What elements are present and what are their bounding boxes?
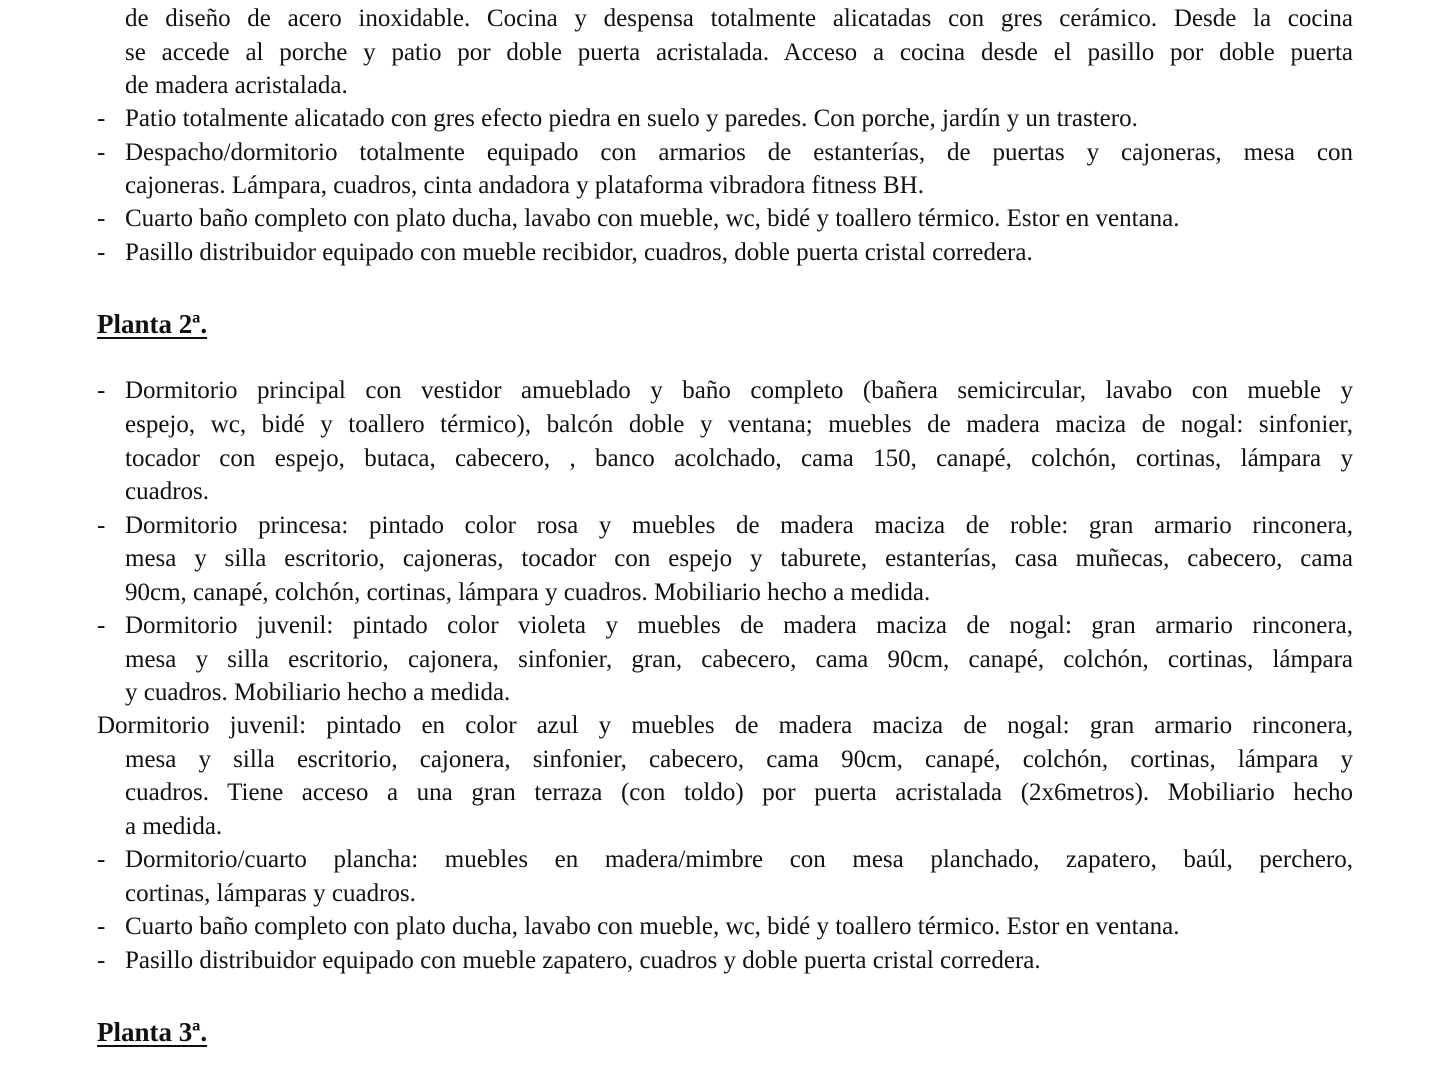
list-item: Patio totalmente alicatado con gres efecto piedra en suelo y paredes. Con porche, jardín y un trastero. <box>125 105 1138 132</box>
list-item-continuation: cajoneras. Lámpara, cuadros, cinta andadora y plataforma vibradora fitness BH. <box>125 172 924 199</box>
list-item-continuation: cortinas, lámparas y cuadros. <box>125 880 416 907</box>
list-item-continuation: mesa y silla escritorio, cajonera, sinfonier, cabecero, cama 90cm, canapé, colchón, cortinas, lámpara y <box>125 746 1353 773</box>
list-bullet: - <box>97 205 106 232</box>
list-item-continuation: espejo, wc, bidé y toallero térmico), balcón doble y ventana; muebles de madera maciza de nogal: sinfonier, <box>125 411 1353 438</box>
list-item-continuation: mesa y silla escritorio, cajonera, sinfonier, gran, cabecero, cama 90cm, canapé, colchón, cortinas, lámpara <box>125 646 1353 673</box>
list-bullet: - <box>97 377 106 404</box>
list-item: Pasillo distribuidor equipado con mueble recibidor, cuadros, doble puerta cristal corredera. <box>125 239 1033 266</box>
list-item: Pasillo distribuidor equipado con mueble zapatero, cuadros y doble puerta cristal corredera. <box>125 947 1041 974</box>
list-bullet: - <box>97 913 106 940</box>
list-item: Cuarto baño completo con plato ducha, lavabo con mueble, wc, bidé y toallero térmico. Estor en ventana. <box>125 205 1180 232</box>
list-item: Dormitorio juvenil: pintado en color azul y muebles de madera maciza de nogal: gran armario rinconera, <box>97 712 1353 739</box>
list-item-continuation: cuadros. <box>125 478 209 505</box>
list-item-continuation: cuadros. Tiene acceso a una gran terraza (con toldo) por puerta acristalada (2x6metros). Mobiliario hecho <box>125 779 1353 806</box>
list-item-continuation: y cuadros. Mobiliario hecho a medida. <box>125 679 511 706</box>
section-heading-planta-3: Planta 3ª. <box>97 1017 208 1047</box>
list-item-continuation: a medida. <box>125 813 223 840</box>
list-item: Despacho/dormitorio totalmente equipado con armarios de estanterías, de puertas y cajoneras, mesa con <box>125 139 1353 166</box>
list-item: Dormitorio juvenil: pintado color violeta y muebles de madera maciza de nogal: gran armario rinconera, <box>125 612 1353 639</box>
list-item: Dormitorio principal con vestidor amueblado y baño completo (bañera semicircular, lavabo con mueble y <box>125 377 1353 404</box>
list-item: Dormitorio/cuarto plancha: muebles en madera/mimbre con mesa planchado, zapatero, baúl, perchero, <box>125 846 1353 873</box>
text-line: de madera acristalada. <box>125 72 348 99</box>
list-item-continuation: mesa y silla escritorio, cajoneras, tocador con espejo y taburete, estanterías, casa muñecas, cabecero, cama <box>125 545 1353 572</box>
list-bullet: - <box>97 612 106 639</box>
list-bullet: - <box>97 139 106 166</box>
section-heading-planta-2: Planta 2ª. <box>97 309 208 339</box>
list-bullet: - <box>97 105 106 132</box>
text-line: se accede al porche y patio por doble puerta acristalada. Acceso a cocina desde el pasillo por doble puerta <box>125 39 1353 66</box>
list-item-continuation: 90cm, canapé, colchón, cortinas, lámpara y cuadros. Mobiliario hecho a medida. <box>125 579 931 606</box>
list-item-continuation: tocador con espejo, butaca, cabecero, , banco acolchado, cama 150, canapé, colchón, cortinas, lámpara y <box>125 445 1353 472</box>
list-item: Cuarto baño completo con plato ducha, lavabo con mueble, wc, bidé y toallero térmico. Estor en ventana. <box>125 913 1180 940</box>
list-bullet: - <box>97 947 106 974</box>
list-item: Dormitorio princesa: pintado color rosa y muebles de madera maciza de roble: gran armario rinconera, <box>125 512 1353 539</box>
list-bullet: - <box>97 512 106 539</box>
list-bullet: - <box>97 239 106 266</box>
list-bullet: - <box>97 846 106 873</box>
text-line: de diseño de acero inoxidable. Cocina y despensa totalmente alicatadas con gres cerámico. Desde la cocina <box>125 5 1353 32</box>
